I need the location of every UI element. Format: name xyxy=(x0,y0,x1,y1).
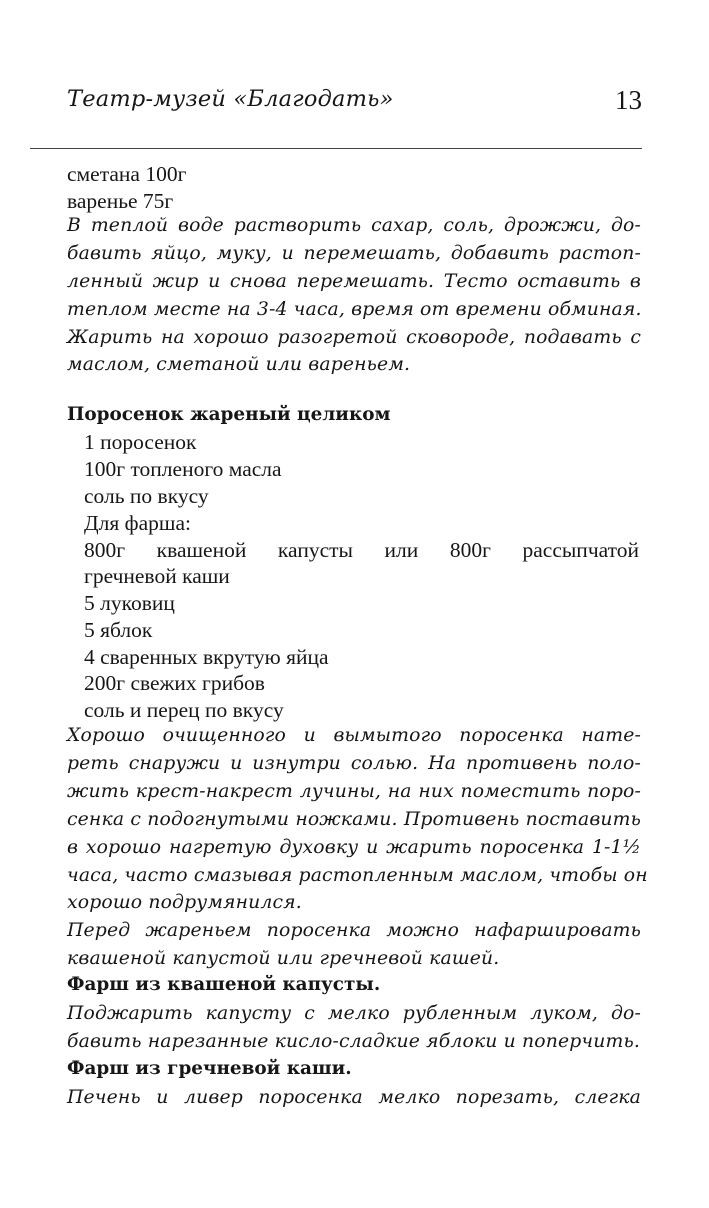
stuffing-cabbage-title: Фарш из квашеной капусты. xyxy=(67,974,381,995)
instruction-line: в хорошо нагретую духовку и жарить поросенка 1-1½ xyxy=(67,837,641,858)
ingredient-line: 4 сваренных вкрутую яйца xyxy=(84,645,329,669)
stuffing-buckwheat-title: Фарш из гречневой каши. xyxy=(67,1058,352,1079)
instruction-line: Поджарить капусту с мелко рубленным луком, до- xyxy=(67,1003,641,1024)
ingredient-line: гречневой каши xyxy=(84,564,230,588)
instruction-line: реть снаружи и изнутри солью. На противень поло- xyxy=(67,753,641,774)
instruction-line: Жарить на хорошо разогретой сковороде, подавать с xyxy=(67,327,641,348)
instruction-line: В теплой воде растворить сахар, соль, дрожжи, до- xyxy=(67,215,641,236)
header-rule xyxy=(30,148,642,149)
instruction-line: жить крест-накрест лучины, на них поместить поро- xyxy=(67,781,641,802)
ingredient-line: соль по вкусу xyxy=(84,484,209,508)
ingredient-line: 800г квашеной капусты или 800г рассыпчатой xyxy=(84,538,639,562)
instruction-line: Хорошо очищенного и вымытого поросенка нате- xyxy=(67,725,641,746)
ingredient-line: 5 луковиц xyxy=(84,591,175,615)
ingredient-line: 100г топленого масла xyxy=(84,457,282,481)
ingredient-subheading: Для фарша: xyxy=(84,511,191,535)
instruction-line: бавить яйцо, муку, и перемешать, добавить растоп- xyxy=(67,243,641,264)
running-title: Театр-музей «Благодать» xyxy=(67,86,394,112)
note-line: квашеной капустой или гречневой кашей. xyxy=(67,948,500,969)
ingredient-line: варенье 75г xyxy=(67,189,174,213)
ingredient-line: сметана 100г xyxy=(67,162,187,186)
note-line: Перед жареньем поросенка можно нафаршировать xyxy=(67,920,641,941)
instruction-line: теплом месте на 3-4 часа, время от времени обминая. xyxy=(67,299,642,320)
ingredient-line: 200г свежих грибов xyxy=(84,671,265,695)
ingredient-line: соль и перец по вкусу xyxy=(84,698,284,722)
instruction-line: ленный жир и снова перемешать. Тесто оставить в xyxy=(67,271,641,292)
instruction-line: сенка с подогнутыми ножками. Противень поставить xyxy=(67,809,641,830)
ingredient-line: 1 поросенок xyxy=(84,430,197,454)
instruction-line: часа, часто смазывая растопленным маслом, чтобы он xyxy=(67,865,648,886)
instruction-line: бавить нарезанные кисло-сладкие яблоки и поперчить. xyxy=(67,1031,640,1052)
page-number: 13 xyxy=(615,85,642,115)
recipe-title: Поросенок жареный целиком xyxy=(67,404,391,425)
ingredient-line: 5 яблок xyxy=(84,618,153,642)
instruction-line: маслом, сметаной или вареньем. xyxy=(67,354,411,375)
instruction-line: хорошо подрумянился. xyxy=(67,892,302,913)
instruction-line: Печень и ливер поросенка мелко порезать, слегка xyxy=(67,1087,641,1108)
page-header xyxy=(67,82,642,122)
